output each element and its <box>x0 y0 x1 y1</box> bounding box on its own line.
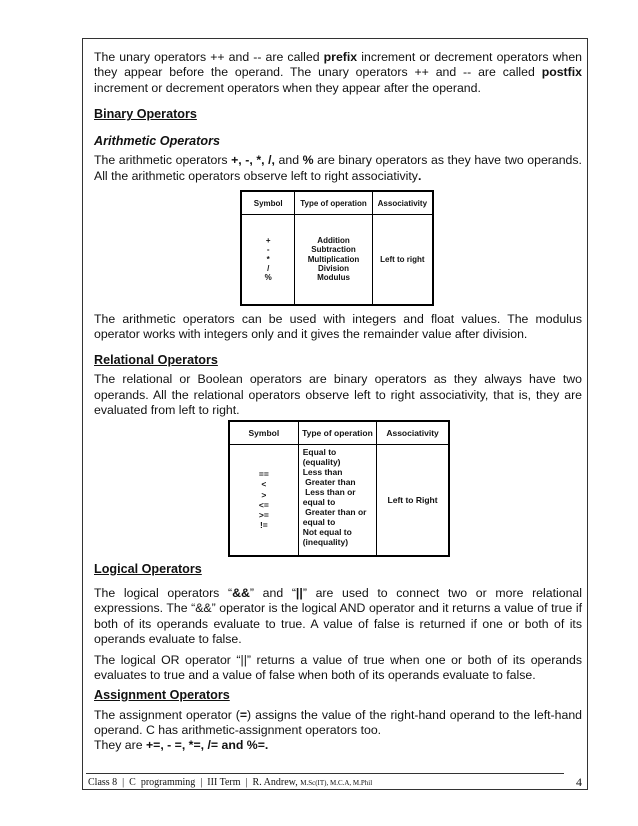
operation-type: Greater than or <box>302 506 367 517</box>
symbol: >= <box>258 510 269 521</box>
footer-divider <box>86 773 564 774</box>
table-header: Associativity <box>372 191 433 215</box>
operation-type: Subtraction <box>311 245 356 255</box>
operation-type: Less than or <box>302 486 356 497</box>
document-body <box>94 50 582 754</box>
operation-type: Multiplication <box>307 254 360 264</box>
text-run: The unary operators ++ and -- are called <box>94 50 324 64</box>
footer-text: Class 8 | C programming | III Term | R. Andrew, <box>88 777 301 788</box>
table-header: Type of operation <box>298 421 376 445</box>
arithmetic-paragraph <box>94 153 582 184</box>
symbol: * <box>266 254 270 264</box>
operator-list: +=, - =, *=, /= and %=. <box>145 738 269 753</box>
binary-operators-heading: Binary Operators <box>94 107 197 122</box>
text-run: The assignment operator ( <box>94 707 240 722</box>
relational-operators-heading: Relational Operators <box>94 353 218 368</box>
relational-paragraph: The relational or Boolean operators are binary operators as they always have two operands. All the relational operators observe left to right associativity, that is, they are evaluated from left to right. <box>94 372 582 418</box>
assignment-list-paragraph <box>94 738 582 753</box>
symbol: < <box>261 479 267 490</box>
arithmetic-operators-heading: Arithmetic Operators <box>94 134 220 149</box>
operation-type: Division <box>317 263 350 273</box>
symbol: % <box>264 273 272 283</box>
text-run: The logical operators “ <box>94 586 233 601</box>
text-run: are binary operators as they have two operands. All the arithmetic operators observe left to right associativity <box>94 153 582 183</box>
operation-type: Modulus <box>317 273 350 283</box>
table-header: Symbol <box>229 421 298 445</box>
prefix-term: prefix <box>323 50 358 64</box>
operation-type: Addition <box>317 235 350 245</box>
table-header: Type of operation <box>295 191 372 215</box>
text-run: increment or decrement operators when they appear before the operand. The unary operators ++ and -- are called <box>94 50 583 80</box>
text-run: and <box>274 153 303 168</box>
text-run: ) assigns the value of the right-hand operand to the left-hand operand. C has arithmetic-assignment operators too. <box>94 707 582 737</box>
associativity-cell: Left to Right <box>377 444 449 556</box>
assignment-paragraph <box>94 708 582 739</box>
text-run: ” are used to connect two or more relational expressions. The “&&” operator is the logical AND operator and it returns a value of true if both of its operands evaluate to true. A value of false is returned if one or both of its operands evaluate to false. <box>94 586 582 647</box>
symbol: + <box>265 235 271 245</box>
assignment-operator: = <box>239 707 248 722</box>
symbol: / <box>267 263 270 273</box>
page-number: 4 <box>576 775 582 789</box>
logical-paragraph <box>94 586 582 648</box>
and-operator: && <box>232 586 250 601</box>
symbol: <= <box>258 499 269 510</box>
table-header: Associativity <box>377 421 449 445</box>
type-cell <box>298 444 376 556</box>
modulus-operator: % <box>302 153 314 168</box>
assignment-operators-heading: Assignment Operators <box>94 687 230 702</box>
arithmetic-usage-paragraph: The arithmetic operators can be used with integers and float values. The modulus operator works with integers only and it gives the remainder value after division. <box>94 311 582 341</box>
symbol: - <box>266 245 270 255</box>
or-operator: || <box>295 586 303 601</box>
text-run: . <box>417 168 422 183</box>
text-run: The arithmetic operators <box>94 153 232 168</box>
logical-operators-heading: Logical Operators <box>94 562 202 577</box>
symbol: > <box>261 489 267 500</box>
text-run: increment or decrement operators when they appear after the operand. <box>94 80 481 95</box>
symbol: == <box>258 469 269 480</box>
symbol: != <box>259 520 268 531</box>
symbol-cell <box>229 444 298 556</box>
operation-type: Equal to (equality) <box>302 446 341 467</box>
text-run: They are <box>94 738 146 753</box>
operation-type: Not equal to <box>302 526 352 537</box>
arithmetic-operators-table <box>240 190 434 306</box>
text-run: ” and “ <box>249 586 296 601</box>
type-cell <box>295 215 372 305</box>
logical-or-paragraph: The logical OR operator “||” returns a value of true when one or both of its operands evaluates to true and a value of false when both of its operands evaluate to false. <box>94 652 582 683</box>
operation-type: Less than <box>302 466 343 477</box>
page-footer <box>88 777 582 789</box>
operation-type: equal to <box>302 516 336 527</box>
operation-type: Greater than <box>302 476 356 487</box>
unary-paragraph <box>94 50 582 96</box>
operation-type: (inequality) <box>302 536 349 547</box>
associativity-cell: Left to right <box>372 215 433 305</box>
author-qualifications: M.Sc(IT), M.C.A, M.Phil <box>300 779 373 787</box>
symbol-cell <box>241 215 295 305</box>
table-header: Symbol <box>241 191 295 215</box>
postfix-term: postfix <box>541 65 582 80</box>
operation-type: equal to <box>302 496 336 507</box>
relational-operators-table <box>228 420 450 558</box>
operator-list: +, -, *, /, <box>231 153 275 168</box>
